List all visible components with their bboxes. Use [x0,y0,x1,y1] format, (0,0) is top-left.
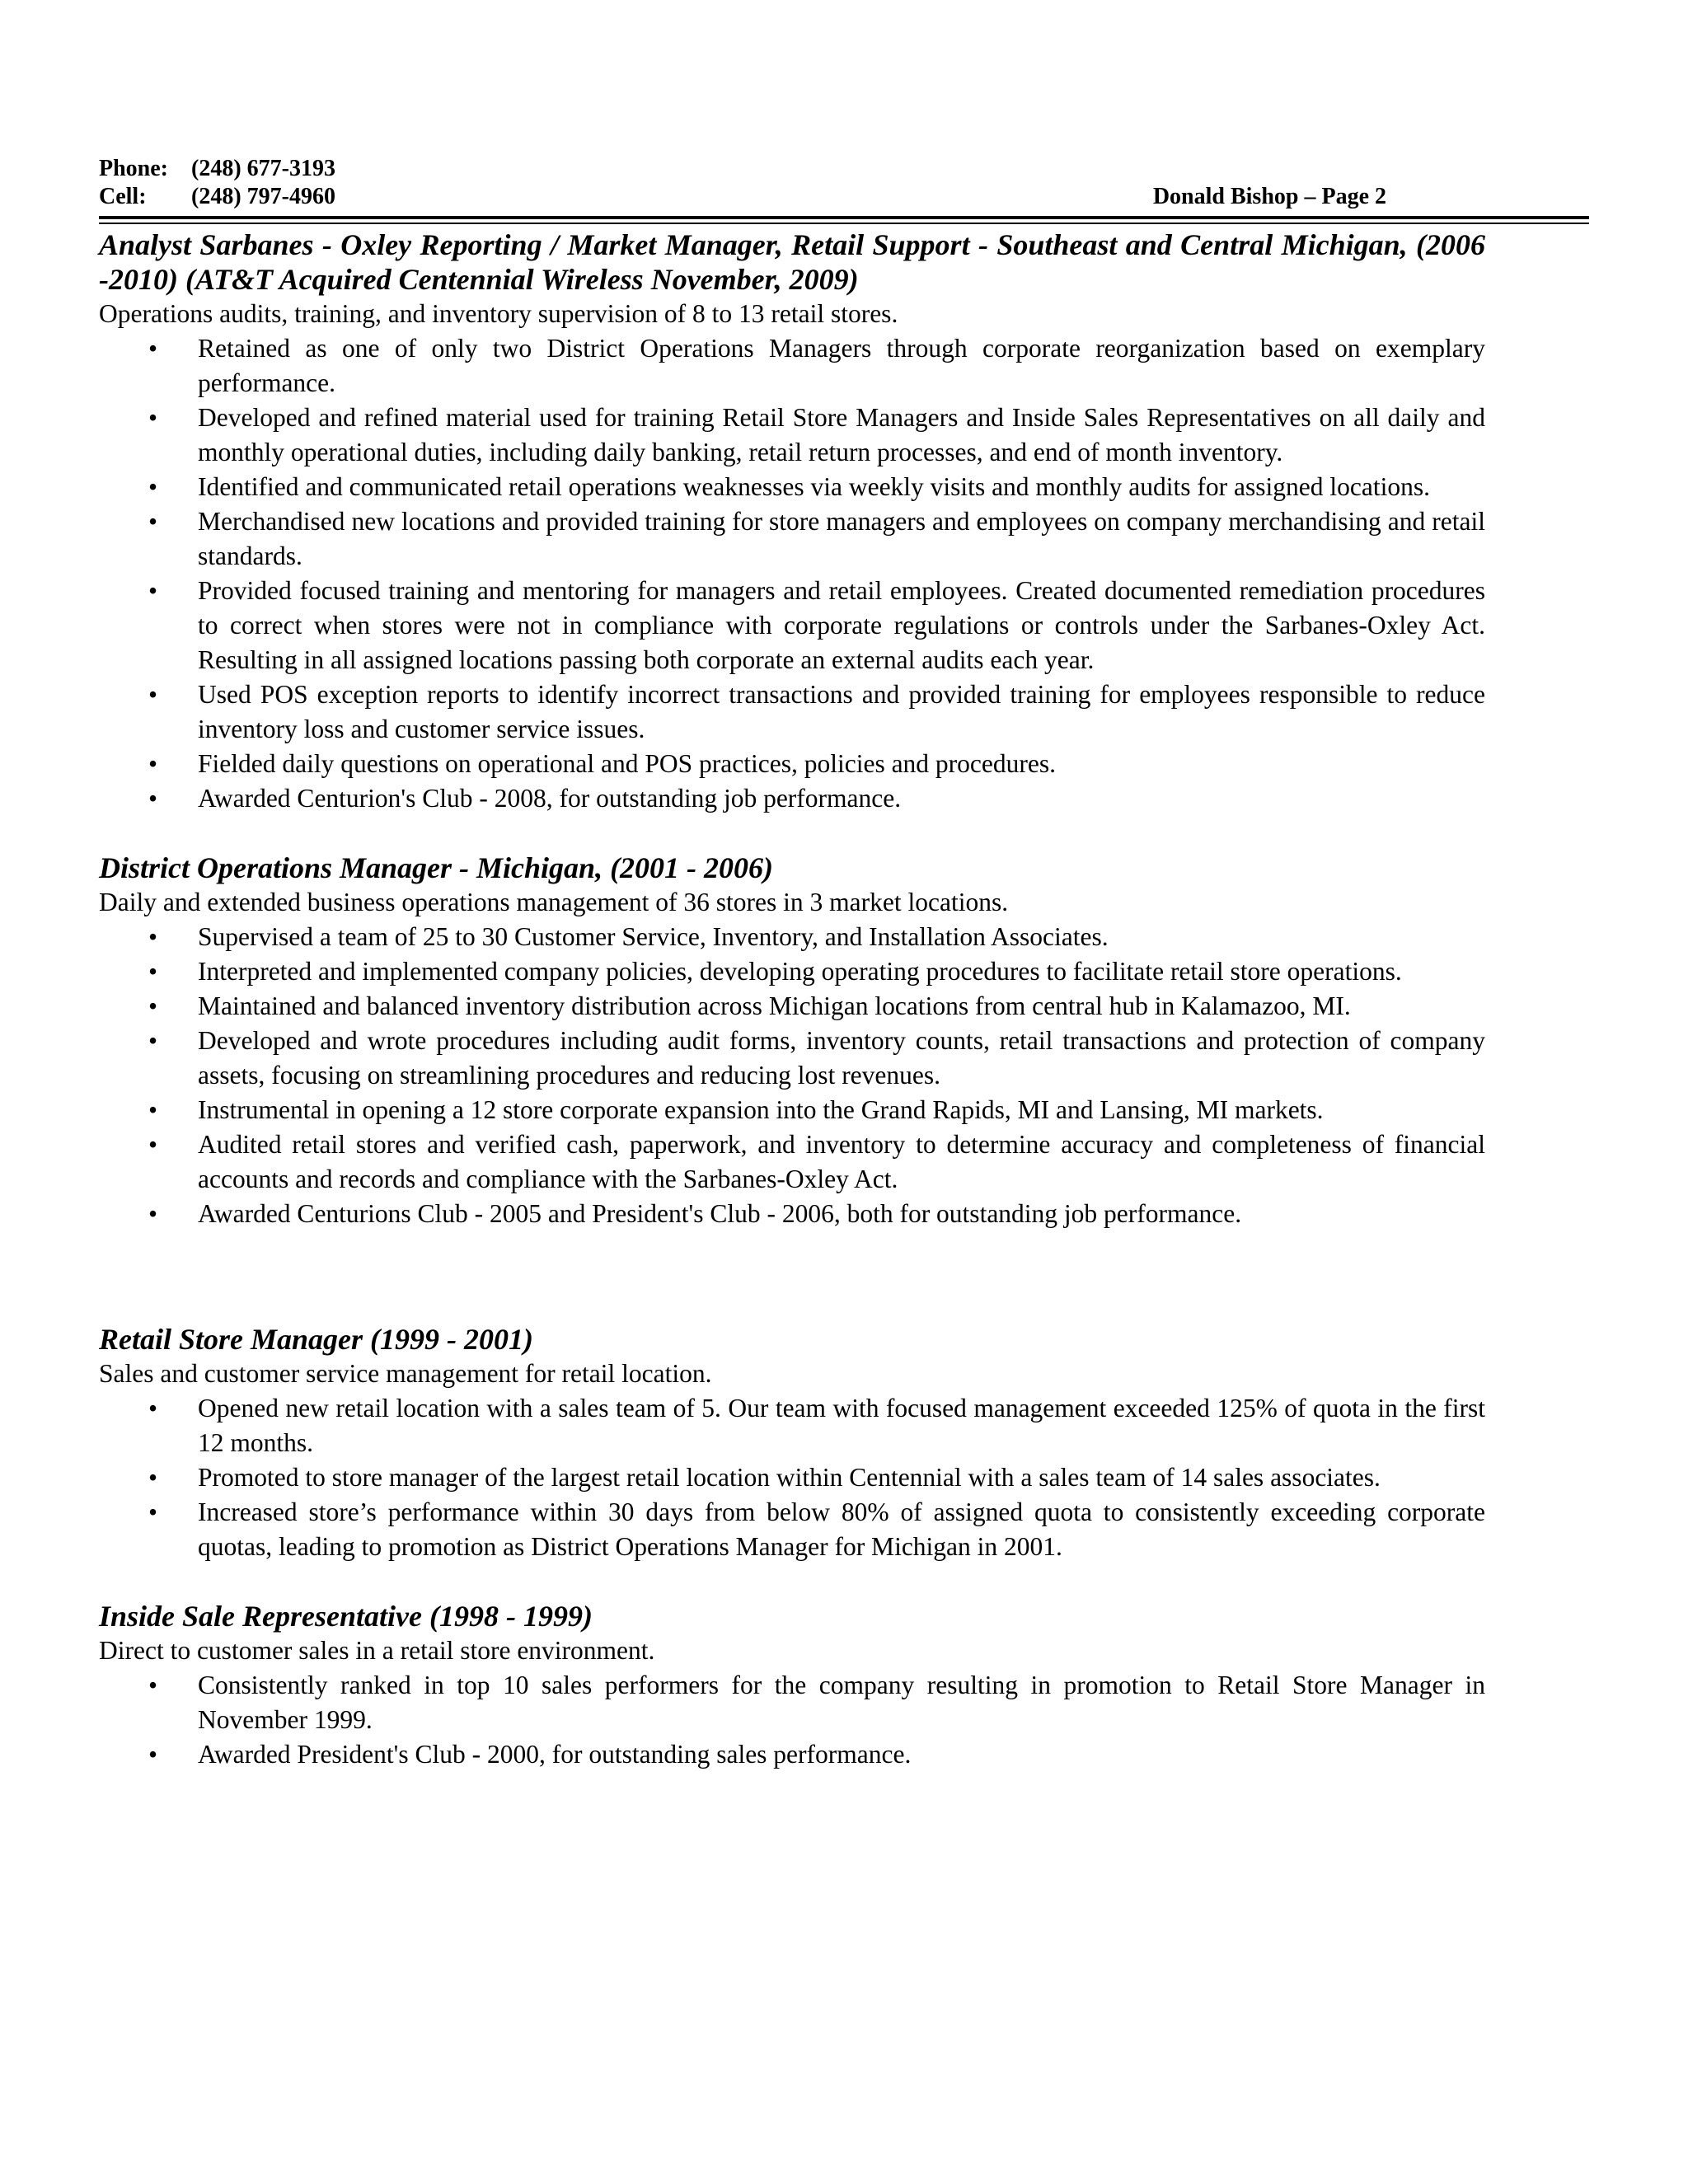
job-section [99,1599,1485,1772]
bullet-icon: • [148,334,158,363]
cell-line [99,183,1386,211]
list-item: • Provided focused training and mentoring for managers and retail employees. Created documented remediation procedures to correct when stores were not in compliance with corporate regulations or controls under the Sarbanes-Oxley Act. Resulting in all assigned locations passing both corporate an external audits each year. [99,574,1485,677]
job-summary: Daily and extended business operations management of 36 stores in 3 market locations. [99,888,1009,916]
job-summary: Sales and customer service management for retail location. [99,1359,712,1388]
bullet-icon: • [148,1497,158,1526]
bullet-icon: • [148,1671,158,1699]
job-section [99,1322,1485,1564]
bullet-icon: • [148,991,158,1020]
job-bullets [99,331,1485,816]
list-item: • Identified and communicated retail operations weaknesses via weekly visits and monthly audits for assigned locations. [99,470,1485,504]
bullet-icon: • [148,1394,158,1422]
list-item: • Instrumental in opening a 12 store corporate expansion into the Grand Rapids, MI and Lansing, MI markets. [99,1093,1485,1127]
job-bullets [99,1391,1485,1564]
list-item: • Opened new retail location with a sales team of 5. Our team with focused management exceeded 125% of quota in the first 12 months. [99,1391,1485,1460]
list-item: • Promoted to store manager of the largest retail location within Centennial with a sales team of 14 sales associates. [99,1460,1485,1495]
job-summary: Operations audits, training, and inventory supervision of 8 to 13 retail stores. [99,299,898,328]
phone-label: Phone: [99,156,168,181]
job-title: Analyst Sarbanes - Oxley Reporting / Market Manager, Retail Support - Southeast and Central Michigan, (2006 -2010) (AT&T Acquired Centennial Wireless November, 2009) [99,228,1485,296]
list-item: • Maintained and balanced inventory distribution across Michigan locations from central hub in Kalamazoo, MI. [99,989,1485,1024]
bullet-icon: • [148,1463,158,1492]
bullet-icon: • [148,1095,158,1124]
list-item: • Merchandised new locations and provided training for store managers and employees on company merchandising and retail standards. [99,504,1485,574]
job-bullets [99,920,1485,1231]
bullet-icon: • [148,922,158,951]
bullet-icon: • [148,1130,158,1159]
bullet-icon: • [148,576,158,605]
resume-content [99,227,1485,1772]
job-title: District Operations Manager - Michigan, (2001 - 2006) [99,851,774,884]
list-item: • Consistently ranked in top 10 sales performers for the company resulting in promotion to Retail Store Manager in November 1999. [99,1668,1485,1737]
list-item: • Fielded daily questions on operational and POS practices, policies and procedures. [99,747,1485,781]
list-item: • Developed and wrote procedures including audit forms, inventory counts, retail transactions and protection of company assets, focusing on streamlining procedures and reducing lost revenues. [99,1024,1485,1093]
bullet-icon: • [148,507,158,536]
header-rule-thick [99,216,1589,219]
bullet-icon: • [148,403,158,432]
bullet-icon: • [148,749,158,778]
cell-number: (248) 797-4960 [191,184,335,209]
cell-label: Cell: [99,184,147,209]
phone-number: (248) 677-3193 [191,156,335,181]
list-item: • Awarded Centurions Club - 2005 and President's Club - 2006, both for outstanding job performance. [99,1197,1485,1231]
header-rule-thin [99,223,1589,224]
job-summary: Direct to customer sales in a retail store environment. [99,1636,655,1665]
list-item: • Supervised a team of 25 to 30 Customer Service, Inventory, and Installation Associates. [99,920,1485,954]
bullet-icon: • [148,1740,158,1769]
list-item: • Awarded Centurion's Club - 2008, for outstanding job performance. [99,781,1485,816]
bullet-icon: • [148,784,158,813]
job-section [99,227,1485,816]
name-page-number: Donald Bishop – Page 2 [1152,184,1386,209]
phone-line [99,155,1386,183]
list-item: • Awarded President's Club - 2000, for outstanding sales performance. [99,1737,1485,1772]
page-header [99,155,1475,211]
list-item: • Retained as one of only two District Operations Managers through corporate reorganization based on exemplary performance. [99,331,1485,401]
bullet-icon: • [148,472,158,501]
bullet-icon: • [148,957,158,986]
job-title: Inside Sale Representative (1998 - 1999) [99,1600,593,1633]
list-item: • Interpreted and implemented company policies, developing operating procedures to facilitate retail store operations. [99,954,1485,989]
list-item: • Audited retail stores and verified cash, paperwork, and inventory to determine accuracy and completeness of financial accounts and records and compliance with the Sarbanes-Oxley Act. [99,1127,1485,1197]
list-item: • Developed and refined material used for training Retail Store Managers and Inside Sales Representatives on all daily and monthly operational duties, including daily banking, retail return processes, and end of month inventory. [99,401,1485,470]
job-bullets [99,1668,1485,1772]
bullet-icon: • [148,1026,158,1055]
job-title: Retail Store Manager (1999 - 2001) [99,1323,533,1356]
job-section [99,851,1485,1231]
bullet-icon: • [148,680,158,709]
bullet-icon: • [148,1199,158,1228]
list-item: • Increased store’s performance within 30 days from below 80% of assigned quota to consistently exceeding corporate quotas, leading to promotion as District Operations Manager for Michigan in 2001. [99,1495,1485,1564]
list-item: • Used POS exception reports to identify incorrect transactions and provided training for employees responsible to reduce inventory loss and customer service issues. [99,677,1485,747]
